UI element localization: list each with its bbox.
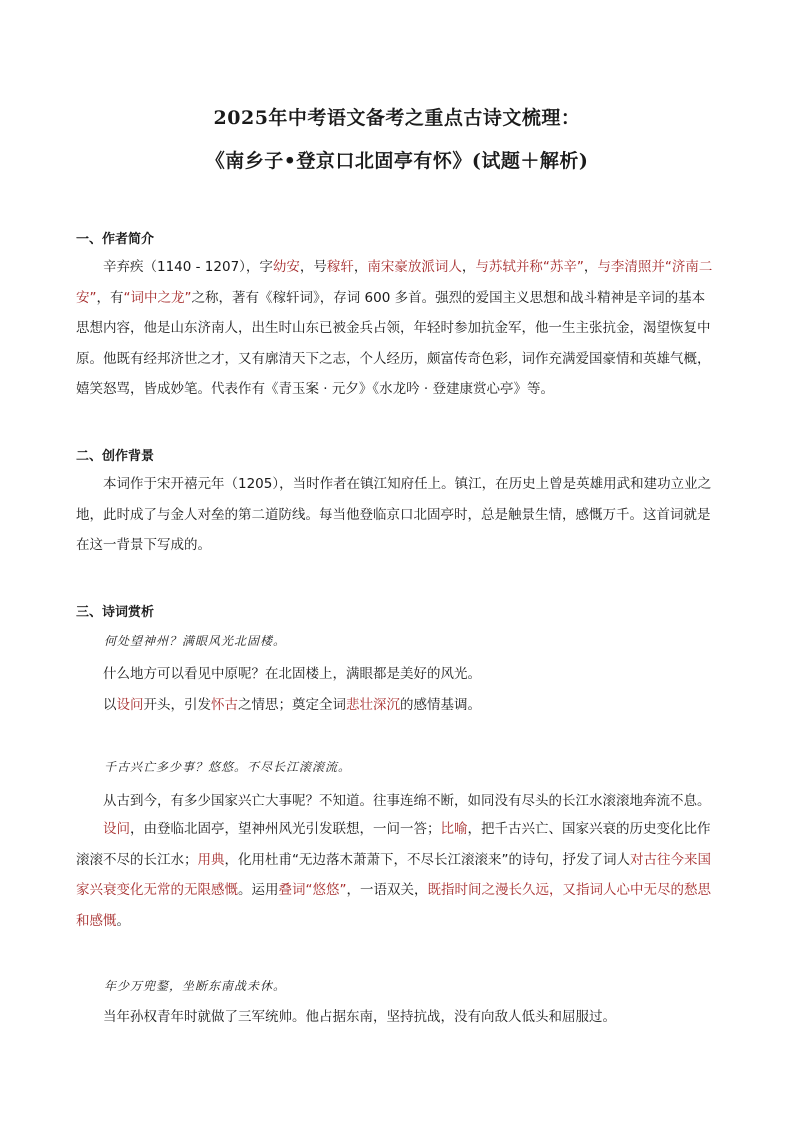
highlight-metaphor: 比喻 xyxy=(440,821,468,837)
text-run: 以 xyxy=(103,697,117,713)
background-paragraph: 本词作于宋开禧元年（1205），当时作者在镇江知府任上。镇江，在历史上曾是英雄用武和建功立业之地，此时成了与金人对垒的第二道防线。每当他登临京口北固亭时，总是触景生情，感慨万千。这首词就是在这一背景下写成的。 xyxy=(76,476,712,553)
highlight-pen-name: 稼轩 xyxy=(326,259,354,275)
author-paragraph xyxy=(76,252,718,405)
document-title-line2: 《南乡子•登京口北固亭有怀》(试题＋解析) xyxy=(205,150,589,172)
highlight-allusion: 用典 xyxy=(197,851,225,868)
text-run: 的感情基调。 xyxy=(400,697,481,713)
section-heading-appreciation: 三、诗词赏析 xyxy=(76,605,155,620)
highlight-rhetorical-question: 设问 xyxy=(116,697,144,713)
text-run: 之情思；奠定全词 xyxy=(238,697,346,713)
text-run: ， xyxy=(353,259,368,275)
section-heading-background: 二、创作背景 xyxy=(76,449,155,464)
highlight-su-xin: 与苏轼并称“苏辛” xyxy=(475,259,584,275)
verse-2-analysis xyxy=(76,814,718,936)
text-run: ， xyxy=(461,259,476,275)
highlight-ci-dragon: “词中之龙” xyxy=(123,289,192,306)
text-run: 辛弃疾（1140 - 1207），字 xyxy=(103,259,273,275)
verse-1-translation: 什么地方可以看见中原呢？在北固楼上，满眼都是美好的风光。 xyxy=(103,666,481,682)
highlight-nostalgia: 怀古 xyxy=(211,697,238,713)
highlight-rhetorical-question: 设问 xyxy=(103,821,130,837)
highlight-emotion: 对古往今来国家兴衰变化无常的无限感慨 xyxy=(76,851,711,898)
verse-1-analysis xyxy=(103,693,481,713)
highlight-reduplication: 叠词“悠悠” xyxy=(278,882,347,898)
text-run: ，化用杜甫“无边落木萧萧下，不尽长江滚滚来”的诗句，抒发了词人 xyxy=(224,851,630,868)
text-run: ，有 xyxy=(96,289,124,306)
text-run: ， xyxy=(583,259,598,275)
highlight-jinan-er-an: 与李清照并“济南二安” xyxy=(76,259,713,306)
verse-2-translation: 从古到今，有多少国家兴亡大事呢？不知道。往事连绵不断，如同没有尽头的长江水滚滚地奔流不息。 xyxy=(103,793,711,809)
highlight-courtesy-name: 幼安 xyxy=(272,259,300,275)
highlight-double-meaning: 既指时间之漫长久远，又指词人心中无尽的愁思和感慨 xyxy=(76,882,711,929)
highlight-tone: 悲壮深沉 xyxy=(346,697,400,713)
text-run: ，号 xyxy=(299,259,327,275)
text-run: ，一语双关， xyxy=(346,882,428,898)
text-run: ，把千古兴亡、国家兴衰的历史变化比作滚滚不尽的长江水； xyxy=(76,821,711,868)
verse-3-translation: 当年孙权青年时就做了三军统帅。他占据东南，坚持抗战，没有向敌人低头和屈服过。 xyxy=(103,1009,616,1025)
highlight-school: 南宋豪放派词人 xyxy=(367,259,462,275)
text-run: 开头，引发 xyxy=(143,697,211,713)
text-run: 。运用 xyxy=(238,882,279,898)
text-run: 。 xyxy=(116,912,130,929)
section-heading-author: 一、作者简介 xyxy=(76,232,155,247)
verse-line-3: 年少万兜鍪，坐断东南战未休。 xyxy=(104,979,287,993)
text-run: ，由登临北固亭，望神州风光引发联想，一问一答； xyxy=(130,821,441,837)
text-run: 之称，著有《稼轩词》，存词 600 多首。强烈的爱国主义思想和战斗精神是辛词的基本思想内容，他是山东济南人，出生时山东已被金兵占领，年轻时参加抗金军，他一生主张抗金，渴望恢复中原。他既有经邦济世之才，又有廓清天下之志，个人经历，颇富传奇色彩，词作充满爱国豪情和英雄气概，嬉笑怒骂，皆成妙笔。代表作有《青玉案 · 元夕》《水龙吟 · 登建康赏心亭》等。 xyxy=(76,289,711,397)
document-title-line1: 2025年中考语文备考之重点古诗文梳理： xyxy=(213,107,581,129)
verse-line-1: 何处望神州？满眼风光北固楼。 xyxy=(104,634,287,648)
verse-line-2: 千古兴亡多少事？悠悠。不尽长江滚滚流。 xyxy=(104,760,352,774)
